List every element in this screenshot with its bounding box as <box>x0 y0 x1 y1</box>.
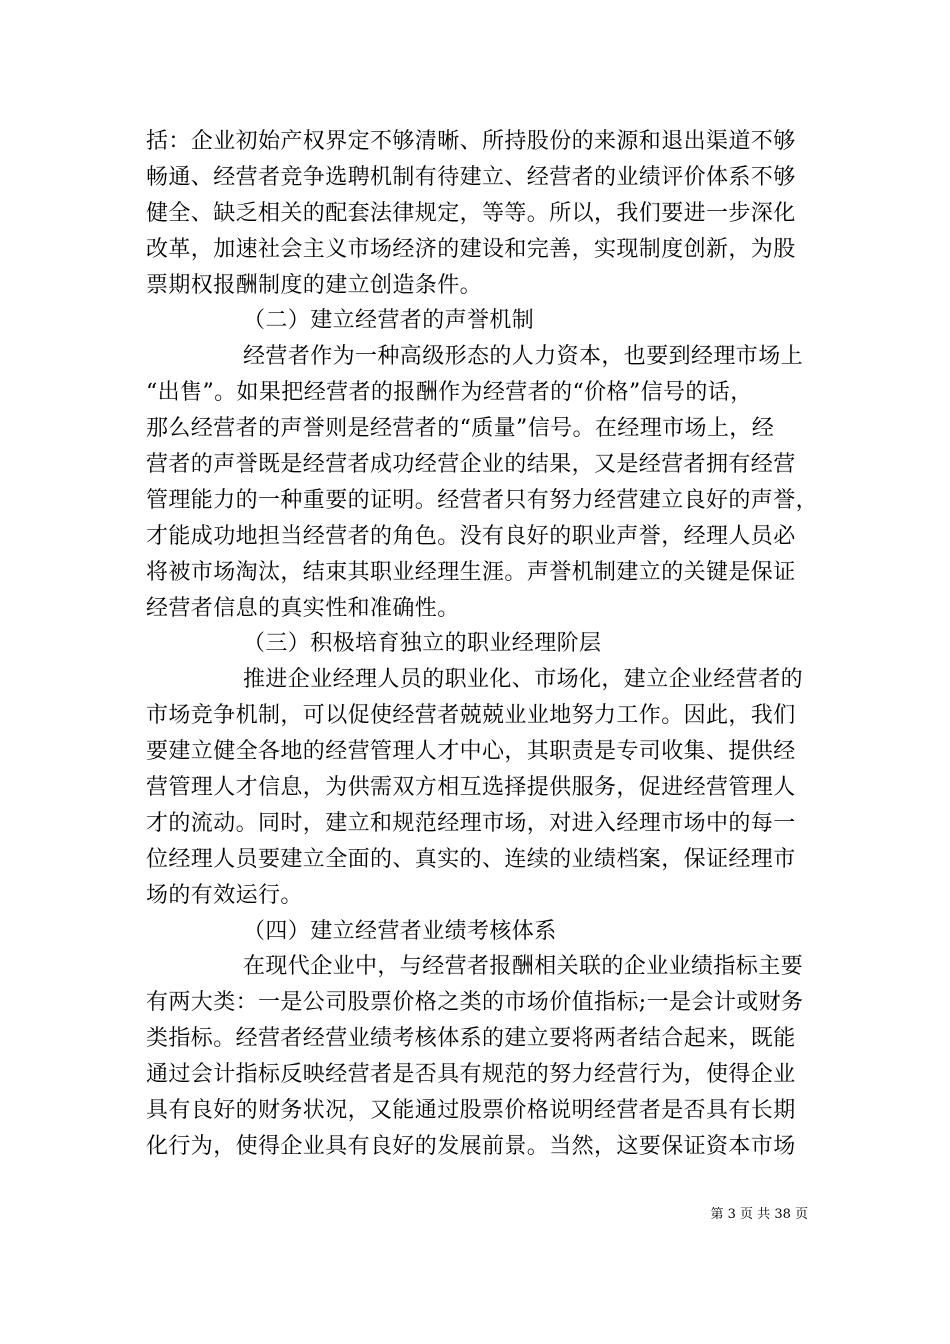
paragraph-first-line: 推进企业经理人员的职业化、市场化，建立企业经营者的 <box>243 667 804 693</box>
text-line: 括：企业初始产权界定不够清晰、所持股份的来源和退出渠道不够 <box>146 129 796 154</box>
text-line: 营管理人才信息，为供需双方相互选择提供服务，促进经营管理人 <box>146 775 796 801</box>
document-body <box>146 124 819 1165</box>
text-line: 票期权报酬制度的建立创造条件。 <box>146 272 483 298</box>
text-line: 管理能力的一种重要的证明。经营者只有努力经营建立良好的声誉， <box>146 487 819 513</box>
text-line: 改革，加速社会主义市场经济的建设和完善，实现制度创新，为股 <box>146 236 796 262</box>
text-line: 市场竞争机制，可以促使经营者兢兢业业地努力工作。因此，我们 <box>146 703 796 729</box>
section-heading: （二）建立经营者的声誉机制 <box>243 308 535 334</box>
paragraph-first-line: 经营者作为一种高级形态的人力资本，也要到经理市场上 <box>243 344 804 370</box>
text-line: 才的流动。同时，建立和规范经理市场，对进入经理市场中的每一 <box>146 810 796 836</box>
section-heading: （三）积极培育独立的职业经理阶层 <box>243 631 602 657</box>
text-line: 健全、缺乏相关的配套法律规定，等等。所以，我们要进一步深化 <box>146 200 796 226</box>
text-line: 场的有效运行。 <box>146 882 303 908</box>
page-number-footer: 第 3 页 共 38 页 <box>710 1207 808 1222</box>
text-line: 经营者信息的真实性和准确性。 <box>146 595 460 621</box>
text-line: 化行为，使得企业具有良好的发展前景。当然，这要保证资本市场 <box>146 1133 796 1159</box>
paragraph-first-line: 在现代企业中，与经营者报酬相关联的企业业绩指标主要 <box>243 954 804 980</box>
text-line: 将被市场淘汰，结束其职业经理生涯。声誉机制建立的关键是保证 <box>146 559 796 585</box>
text-line: 位经理人员要建立全面的、真实的、连续的业绩档案，保证经理市 <box>146 846 796 872</box>
section-heading: （四）建立经营者业绩考核体系 <box>243 918 557 944</box>
text-line: 类指标。经营者经营业绩考核体系的建立要将两者结合起来，既能 <box>146 1026 796 1052</box>
text-line: 才能成功地担当经营者的角色。没有良好的职业声誉，经理人员必 <box>146 523 796 549</box>
text-line: 要建立健全各地的经营管理人才中心，其职责是专司收集、提供经 <box>146 739 796 765</box>
text-line: 通过会计指标反映经营者是否具有规范的努力经营行为，使得企业 <box>146 1062 796 1088</box>
text-line: 有两大类：一是公司股票价格之类的市场价值指标;一是会计或财务 <box>146 990 804 1016</box>
text-line: 营者的声誉既是经营者成功经营企业的结果，又是经营者拥有经营 <box>146 452 796 478</box>
text-line: “出售”。如果把经营者的报酬作为经营者的“价格”信号的话， <box>146 380 753 406</box>
text-line: 畅通、经营者竞争选聘机制有待建立、经营者的业绩评价体系不够 <box>146 164 796 190</box>
text-line: 那么经营者的声誉则是经营者的“质量”信号。在经理市场上，经 <box>146 416 775 442</box>
text-line: 具有良好的财务状况，又能通过股票价格说明经营者是否具有长期 <box>146 1098 796 1124</box>
